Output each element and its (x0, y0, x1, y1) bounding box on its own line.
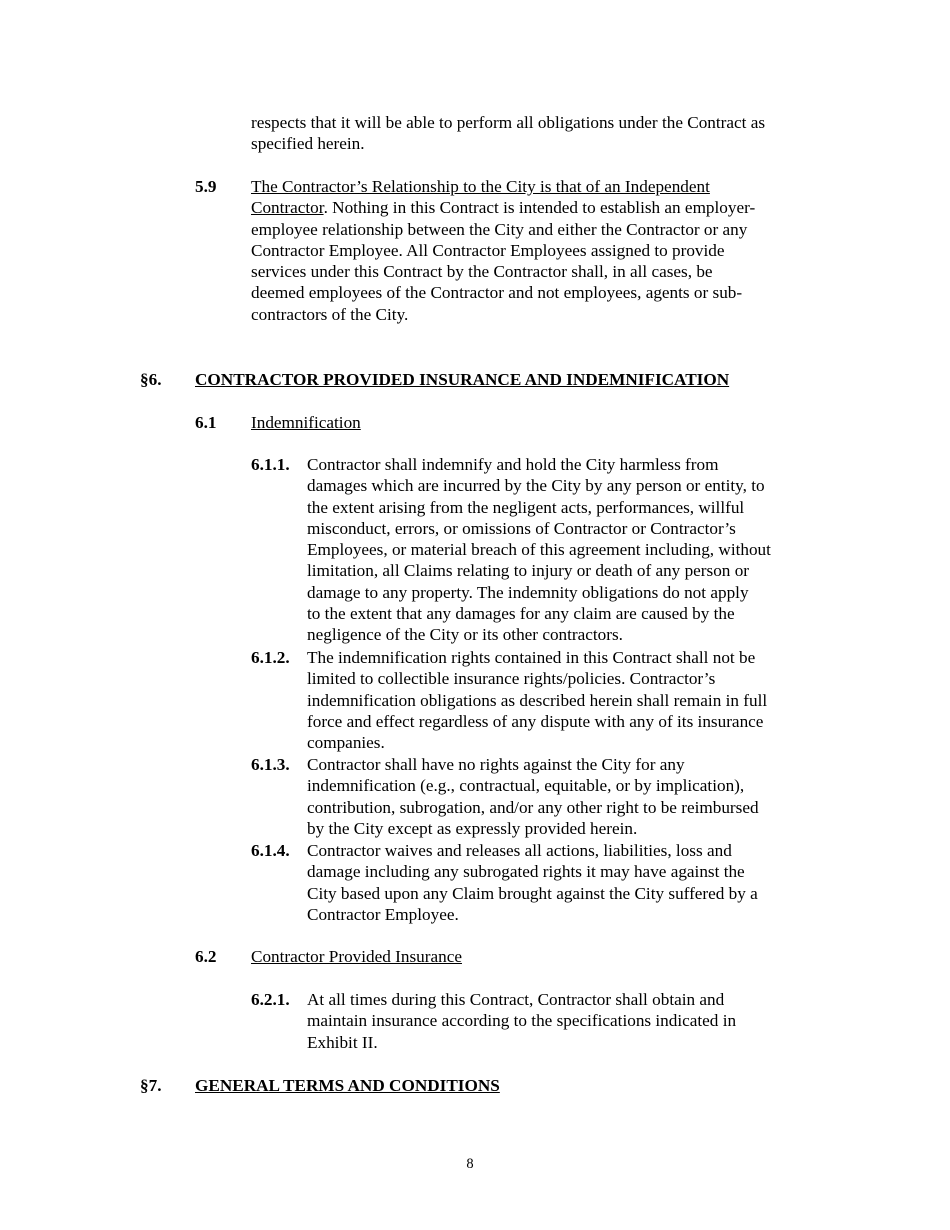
text-line: damages which are incurred by the City by any person or entity, to (307, 476, 765, 496)
section-6-title: CONTRACTOR PROVIDED INSURANCE AND INDEMNIFICATION (195, 370, 730, 389)
text-line: by the City except as expressly provided herein. (307, 818, 638, 838)
section-number-6-1-4: 6.1.4. (251, 841, 290, 860)
text-line: At all times during this Contract, Contractor shall obtain and (307, 990, 725, 1009)
section-number-6-2-1: 6.2.1. (251, 990, 290, 1009)
text-line: Employees, or material breach of this agreement including, without (307, 540, 771, 560)
text-line: misconduct, errors, or omissions of Contractor or Contractor’s (307, 518, 736, 538)
section-number-6-1: 6.1 (195, 413, 217, 432)
text-line: Contractor shall have no rights against the City for any (307, 755, 685, 774)
text-line: Contractor Employee. (307, 904, 459, 924)
text-line: limited to collectible insurance rights/policies. Contractor’s (307, 669, 716, 689)
section-number-5-9: 5.9 (195, 177, 217, 196)
text-line: Contractor shall indemnify and hold the City harmless from (307, 455, 719, 474)
text-line: employee relationship between the City and either the Contractor or any (251, 219, 748, 239)
section-number-6-1-3: 6.1.3. (251, 755, 290, 774)
text-line: The indemnification rights contained in this Contract shall not be (307, 648, 756, 667)
page-number: 8 (466, 1156, 474, 1172)
section-7-title: GENERAL TERMS AND CONDITIONS (195, 1076, 500, 1095)
section-6-number: §6. (140, 370, 162, 389)
text-line: force and effect regardless of any dispute with any of its insurance (307, 711, 764, 731)
section-6-1-4-body (307, 840, 758, 925)
text-line: services under this Contract by the Contractor shall, in all cases, be (251, 262, 713, 282)
text-line: contribution, subrogation, and/or any other right to be reimbursed (307, 797, 759, 817)
section-7-number: §7. (140, 1076, 162, 1095)
text-line: maintain insurance according to the specifications indicated in (307, 1011, 737, 1031)
section-6-1-2-body (307, 647, 767, 753)
text-line: specified herein. (251, 134, 365, 154)
text-line: companies. (307, 733, 385, 753)
continuation-paragraph (251, 112, 765, 155)
text-line: the extent arising from the negligent acts, performances, willful (307, 497, 745, 517)
text-line: indemnification (e.g., contractual, equitable, or by implication), (307, 776, 745, 796)
section-6-2-1-body (307, 989, 736, 1053)
text-line: Contractor waives and releases all actions, liabilities, loss and (307, 841, 732, 860)
section-number-6-1-1: 6.1.1. (251, 455, 290, 474)
text-line: to the extent that any damages for any claim are caused by the (307, 604, 735, 624)
text-line (251, 197, 755, 218)
text-line: deemed employees of the Contractor and not employees, agents or sub- (251, 283, 743, 303)
section-number-6-1-2: 6.1.2. (251, 648, 290, 667)
text-line: Contractor Employee. All Contractor Employees assigned to provide (251, 240, 725, 260)
section-5-9-title-part2: Contractor (251, 198, 324, 218)
text-line: respects that it will be able to perform all obligations under the Contract as (251, 113, 766, 132)
text-line: damage to any property. The indemnity obligations do not apply (307, 582, 749, 602)
text-line: Exhibit II. (307, 1032, 378, 1052)
section-6-2-title: Contractor Provided Insurance (251, 947, 462, 966)
section-5-9-title-part1: The Contractor’s Relationship to the City is that of an Independent (251, 177, 710, 196)
section-6-1-1-body (307, 454, 771, 646)
text-line: contractors of the City. (251, 304, 409, 324)
text-line (251, 176, 755, 197)
text-line: City based upon any Claim brought against the City suffered by a (307, 883, 758, 903)
text-line: limitation, all Claims relating to injury or death of any person or (307, 561, 750, 581)
text-line: negligence of the City or its other contractors. (307, 625, 623, 645)
section-5-9-text: . Nothing in this Contract is intended to establish an employer- (323, 198, 756, 218)
section-6-1-title: Indemnification (251, 413, 361, 432)
section-5-9-body (251, 176, 755, 325)
section-6-1-3-body (307, 754, 759, 839)
section-number-6-2: 6.2 (195, 947, 217, 966)
text-line: damage including any subrogated rights it may have against the (307, 862, 745, 882)
text-line: indemnification obligations as described herein shall remain in full (307, 690, 768, 710)
